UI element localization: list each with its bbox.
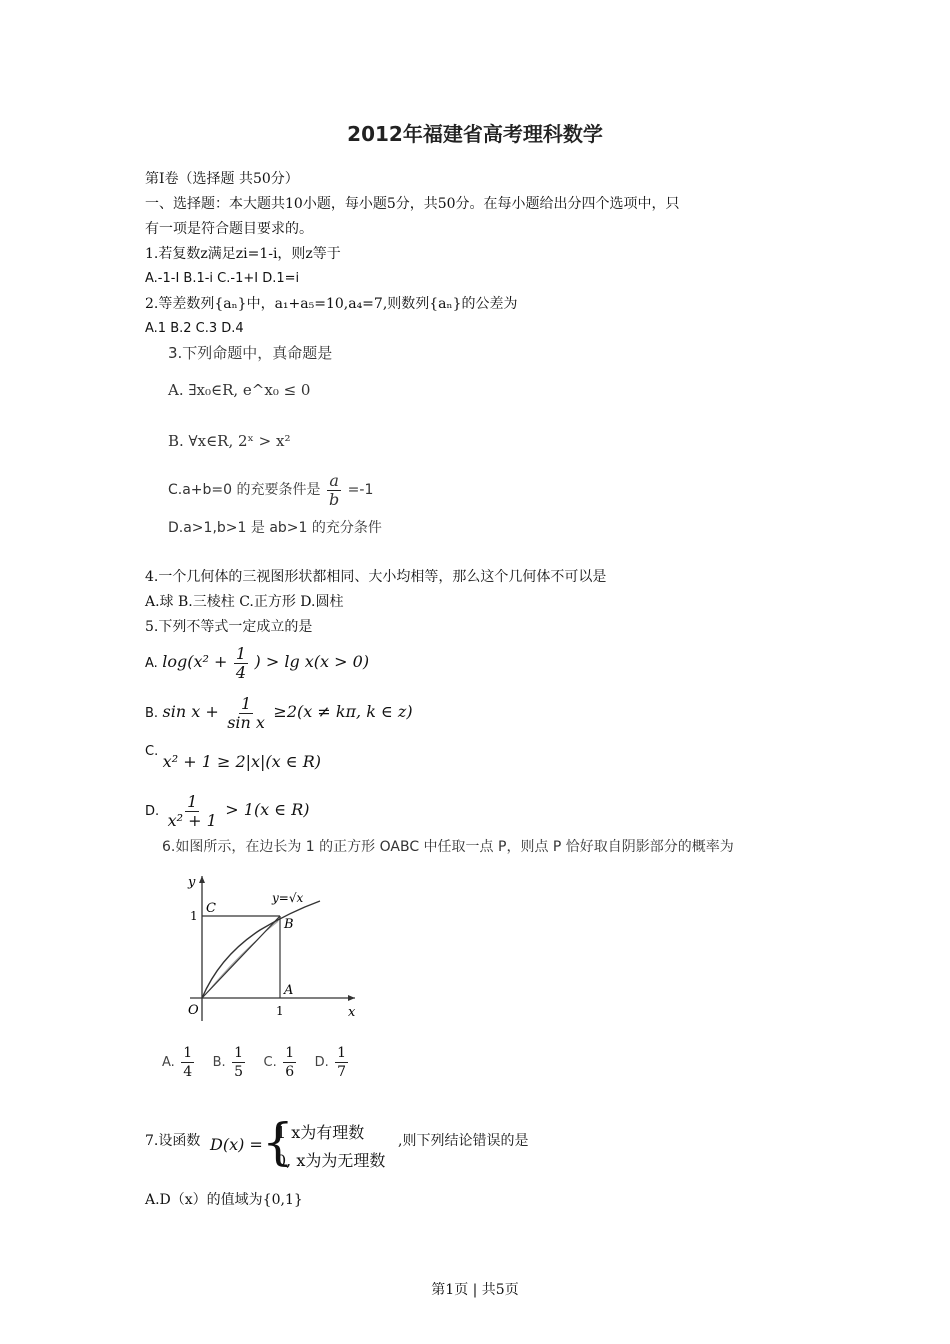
q5-option-c — [145, 744, 321, 771]
q5-c-expr: x² + 1 ≥ 2|x|(x ∈ R) — [162, 752, 321, 771]
q5-a-label: A. — [145, 656, 158, 671]
q5-option-d — [145, 790, 310, 832]
q5-d-denominator: x² + 1 — [167, 810, 217, 830]
q7-stem-suffix: ,则下列结论错误的是 — [398, 1133, 529, 1149]
q6-option-d — [314, 1044, 351, 1080]
section-intro-line-1: 一、选择题：本大题共10小题，每小题5分，共50分。在每小题给出分四个选项中，只 — [145, 196, 680, 212]
q6-c-numerator: 1 — [285, 1044, 295, 1061]
q6-option-c-label: C. — [263, 1055, 277, 1070]
q6-a-numerator: 1 — [183, 1044, 193, 1061]
q6-c-denominator: 6 — [285, 1063, 295, 1080]
x-tick-one: 1 — [276, 1004, 284, 1018]
q5-a-numerator: 1 — [235, 643, 247, 663]
point-a-label: A — [284, 983, 294, 998]
q5-d-label: D. — [145, 804, 160, 819]
q2-stem: 2.等差数列{aₙ}中，a₁+a₅=10,a₄=7,则数列{aₙ}的公差为 — [145, 296, 518, 312]
q7-case-2: 0, x为为无理数 — [276, 1151, 386, 1170]
q6-stem: 6.如图所示，在边长为 1 的正方形 OABC 中任取一点 P，则点 P 恰好取自阴影部分的概率为 — [162, 839, 734, 855]
curve-label: y=√x — [272, 891, 304, 905]
q6-option-a-label: A. — [162, 1055, 175, 1070]
q5-d-numerator: 1 — [187, 791, 198, 811]
q6-option-a-fraction — [181, 1044, 194, 1081]
q6-d-numerator: 1 — [337, 1044, 347, 1061]
q5-b-expr-end: ≥2(x ≠ kπ, k ∈ z) — [273, 702, 413, 721]
q5-b-numerator: 1 — [240, 693, 252, 713]
q5-option-a — [145, 642, 369, 684]
q7-brace: { — [262, 1113, 294, 1171]
page-title: 2012年福建省高考理科数学 — [347, 122, 603, 146]
q1-stem: 1.若复数z满足zi=1-i，则z等于 — [145, 246, 341, 262]
point-b-label: B — [284, 917, 294, 932]
q6-option-b-label: B. — [212, 1055, 226, 1070]
q6-option-d-label: D. — [314, 1055, 329, 1070]
q1-options: A.-1-I B.1-i C.-1+I D.1=i — [145, 271, 300, 286]
q5-a-expr-start: log(x² + — [162, 652, 228, 671]
point-c-label: C — [206, 901, 216, 916]
q5-b-expr-start: sin x + — [162, 702, 219, 721]
q5-stem: 5.下列不等式一定成立的是 — [145, 619, 313, 635]
q5-b-denominator: sin x — [227, 712, 265, 732]
q4-stem: 4.一个几何体的三视图形状都相同、大小均相等，那么这个几何体不可以是 — [145, 569, 607, 585]
q3-option-b: B. ∀x∈R, 2ˣ > x² — [168, 432, 291, 450]
y-axis-arrow-icon — [199, 876, 205, 883]
q5-d-fraction — [166, 793, 219, 830]
x-axis-label: x — [348, 1005, 356, 1020]
line-ob — [202, 916, 280, 998]
q6-option-c — [263, 1044, 303, 1080]
q3-c-denominator: b — [328, 489, 340, 509]
q3-option-a: A. ∃x₀∈R, e^x₀ ≤ 0 — [168, 381, 311, 399]
q7-option-a: A.D（x）的值域为{0,1} — [145, 1192, 303, 1208]
q6-b-denominator: 5 — [234, 1063, 244, 1080]
x-axis-arrow-icon — [348, 995, 355, 1001]
q5-a-expr-end: ) > lg x(x > 0) — [254, 652, 370, 671]
y-axis-label: y — [188, 875, 196, 890]
q5-c-label: C. — [145, 744, 159, 759]
q3-option-d: D.a>1,b>1 是 ab>1 的充分条件 — [168, 520, 382, 536]
q5-a-denominator: 4 — [235, 662, 247, 682]
q5-b-fraction — [225, 695, 267, 732]
q3-option-c — [168, 470, 373, 510]
q6-option-c-fraction — [283, 1044, 296, 1081]
q5-a-fraction — [234, 645, 248, 682]
q6-a-denominator: 4 — [183, 1063, 193, 1080]
section-intro-line-2: 有一项是符合题目要求的。 — [145, 221, 313, 237]
q6-d-denominator: 7 — [337, 1063, 347, 1080]
origin-label: O — [188, 1003, 199, 1018]
page-footer: 第1页 | 共5页 — [431, 1282, 519, 1298]
y-tick-one: 1 — [190, 909, 198, 923]
q7-stem-prefix: 7.设函数 — [145, 1133, 201, 1149]
q6-option-a — [162, 1044, 201, 1080]
q6-option-b-fraction — [232, 1044, 245, 1081]
q3-option-c-text: C.a+b=0 的充要条件是 — [168, 482, 321, 498]
q6-option-d-fraction — [335, 1044, 348, 1081]
q3-option-c-tail: =-1 — [347, 482, 374, 498]
q4-options: A.球 B.三棱柱 C.正方形 D.圆柱 — [145, 594, 344, 610]
q5-d-expr-end: > 1(x ∈ R) — [225, 800, 310, 819]
q6-options — [162, 1040, 362, 1085]
q7-case-1: 1 x为有理数 — [276, 1123, 365, 1142]
q6-option-b — [212, 1044, 252, 1080]
q7-function-name: D(x) = — [210, 1135, 263, 1154]
q5-b-label: B. — [145, 706, 159, 721]
q2-options: A.1 B.2 C.3 D.4 — [145, 321, 244, 336]
q3-option-c-fraction — [327, 472, 341, 509]
q5-option-b — [145, 692, 413, 734]
q3-c-numerator: a — [329, 470, 339, 490]
q6-b-numerator: 1 — [234, 1044, 244, 1061]
q6-figure — [180, 866, 365, 1026]
q3-stem: 3.下列命题中，真命题是 — [168, 344, 333, 362]
section-heading: 第Ⅰ卷（选择题 共50分） — [145, 171, 299, 187]
